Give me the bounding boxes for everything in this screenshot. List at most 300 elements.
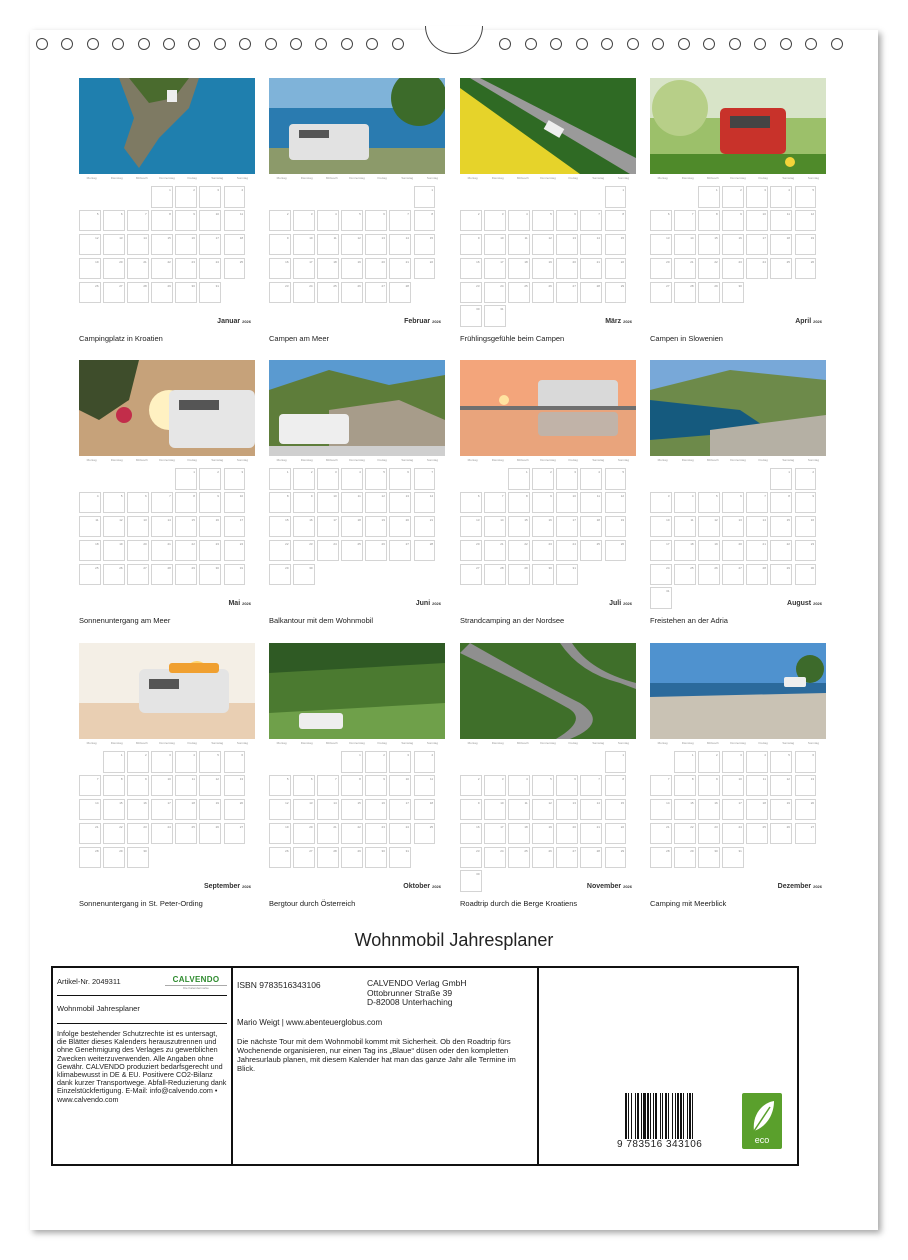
- day-cell[interactable]: 25: [508, 847, 530, 869]
- day-cell[interactable]: 30: [698, 847, 720, 869]
- day-cell[interactable]: 3: [224, 468, 246, 490]
- day-cell[interactable]: 11: [580, 492, 602, 514]
- day-cell[interactable]: 4: [317, 210, 339, 232]
- day-cell[interactable]: 27: [556, 282, 578, 304]
- day-cell[interactable]: 27: [556, 847, 578, 869]
- day-cell[interactable]: 7: [650, 775, 672, 797]
- day-cell[interactable]: 15: [414, 234, 436, 256]
- day-cell[interactable]: 27: [127, 564, 149, 586]
- day-cell[interactable]: 22: [414, 258, 436, 280]
- day-cell[interactable]: 30: [460, 870, 482, 892]
- day-cell[interactable]: 1: [698, 186, 720, 208]
- day-cell[interactable]: 30: [722, 282, 744, 304]
- day-cell[interactable]: 8: [605, 210, 627, 232]
- day-cell[interactable]: 12: [605, 492, 627, 514]
- day-cell[interactable]: 27: [103, 282, 125, 304]
- day-cell[interactable]: 6: [293, 775, 315, 797]
- day-cell[interactable]: 5: [79, 210, 101, 232]
- day-cell[interactable]: 28: [580, 847, 602, 869]
- day-cell[interactable]: 30: [532, 564, 554, 586]
- day-cell[interactable]: 25: [674, 564, 696, 586]
- day-cell[interactable]: 23: [460, 282, 482, 304]
- day-cell[interactable]: 28: [79, 847, 101, 869]
- day-cell[interactable]: 20: [365, 258, 387, 280]
- day-cell[interactable]: 22: [605, 258, 627, 280]
- day-cell[interactable]: 16: [460, 258, 482, 280]
- day-cell[interactable]: 19: [770, 799, 792, 821]
- day-cell[interactable]: 3: [484, 775, 506, 797]
- day-cell[interactable]: 10: [224, 492, 246, 514]
- day-cell[interactable]: 14: [127, 234, 149, 256]
- day-cell[interactable]: 22: [269, 540, 291, 562]
- day-cell[interactable]: 24: [199, 258, 221, 280]
- day-cell[interactable]: 18: [770, 234, 792, 256]
- day-cell[interactable]: 29: [770, 564, 792, 586]
- day-cell[interactable]: 25: [746, 823, 768, 845]
- day-cell[interactable]: 26: [795, 258, 817, 280]
- day-cell[interactable]: 13: [103, 234, 125, 256]
- day-cell[interactable]: 31: [722, 847, 744, 869]
- day-cell[interactable]: 15: [770, 516, 792, 538]
- day-cell[interactable]: 24: [293, 282, 315, 304]
- day-cell[interactable]: 16: [127, 799, 149, 821]
- day-cell[interactable]: 21: [746, 540, 768, 562]
- day-cell[interactable]: 20: [127, 540, 149, 562]
- day-cell[interactable]: 26: [365, 540, 387, 562]
- day-cell[interactable]: 2: [460, 210, 482, 232]
- day-cell[interactable]: 18: [224, 234, 246, 256]
- day-cell[interactable]: 8: [103, 775, 125, 797]
- day-cell[interactable]: 17: [722, 799, 744, 821]
- day-cell[interactable]: 15: [605, 234, 627, 256]
- day-cell[interactable]: 28: [674, 282, 696, 304]
- day-cell[interactable]: 2: [175, 186, 197, 208]
- day-cell[interactable]: 3: [746, 186, 768, 208]
- day-cell[interactable]: 16: [795, 516, 817, 538]
- day-cell[interactable]: 14: [79, 799, 101, 821]
- day-cell[interactable]: 24: [484, 847, 506, 869]
- day-cell[interactable]: 8: [605, 775, 627, 797]
- day-cell[interactable]: 26: [770, 823, 792, 845]
- day-cell[interactable]: 28: [650, 847, 672, 869]
- day-cell[interactable]: 17: [317, 516, 339, 538]
- day-cell[interactable]: 30: [795, 564, 817, 586]
- day-cell[interactable]: 9: [175, 210, 197, 232]
- day-cell[interactable]: 23: [698, 823, 720, 845]
- day-cell[interactable]: 23: [722, 258, 744, 280]
- day-cell[interactable]: 19: [79, 258, 101, 280]
- day-cell[interactable]: 22: [674, 823, 696, 845]
- day-cell[interactable]: 13: [556, 234, 578, 256]
- day-cell[interactable]: 22: [508, 540, 530, 562]
- day-cell[interactable]: 15: [674, 799, 696, 821]
- day-cell[interactable]: 10: [746, 210, 768, 232]
- day-cell[interactable]: 12: [199, 775, 221, 797]
- day-cell[interactable]: 22: [151, 258, 173, 280]
- day-cell[interactable]: 25: [317, 282, 339, 304]
- day-cell[interactable]: 13: [127, 516, 149, 538]
- day-cell[interactable]: 6: [556, 775, 578, 797]
- day-cell[interactable]: 20: [795, 799, 817, 821]
- day-cell[interactable]: 24: [484, 282, 506, 304]
- day-cell[interactable]: 14: [317, 799, 339, 821]
- day-cell[interactable]: 6: [650, 210, 672, 232]
- day-cell[interactable]: 3: [151, 751, 173, 773]
- day-cell[interactable]: 27: [389, 540, 411, 562]
- day-cell[interactable]: 7: [151, 492, 173, 514]
- day-cell[interactable]: 4: [508, 775, 530, 797]
- day-cell[interactable]: 1: [605, 751, 627, 773]
- day-cell[interactable]: 14: [484, 516, 506, 538]
- day-cell[interactable]: 29: [269, 564, 291, 586]
- day-cell[interactable]: 8: [175, 492, 197, 514]
- day-cell[interactable]: 24: [389, 823, 411, 845]
- day-cell[interactable]: 26: [269, 847, 291, 869]
- day-cell[interactable]: 29: [151, 282, 173, 304]
- day-cell[interactable]: 9: [460, 799, 482, 821]
- day-cell[interactable]: 10: [317, 492, 339, 514]
- day-cell[interactable]: 4: [580, 468, 602, 490]
- day-cell[interactable]: 3: [199, 186, 221, 208]
- day-cell[interactable]: 17: [224, 516, 246, 538]
- day-cell[interactable]: 20: [556, 823, 578, 845]
- day-cell[interactable]: 6: [556, 210, 578, 232]
- day-cell[interactable]: 1: [508, 468, 530, 490]
- day-cell[interactable]: 19: [698, 540, 720, 562]
- day-cell[interactable]: 3: [556, 468, 578, 490]
- day-cell[interactable]: 4: [770, 186, 792, 208]
- day-cell[interactable]: 4: [746, 751, 768, 773]
- day-cell[interactable]: 8: [770, 492, 792, 514]
- day-cell[interactable]: 28: [127, 282, 149, 304]
- day-cell[interactable]: 17: [389, 799, 411, 821]
- day-cell[interactable]: 26: [605, 540, 627, 562]
- day-cell[interactable]: 29: [698, 282, 720, 304]
- day-cell[interactable]: 12: [269, 799, 291, 821]
- day-cell[interactable]: 4: [79, 492, 101, 514]
- day-cell[interactable]: 17: [746, 234, 768, 256]
- day-cell[interactable]: 27: [365, 282, 387, 304]
- day-cell[interactable]: 22: [605, 823, 627, 845]
- day-cell[interactable]: 11: [317, 234, 339, 256]
- day-cell[interactable]: 3: [650, 492, 672, 514]
- day-cell[interactable]: 18: [414, 799, 436, 821]
- day-cell[interactable]: 3: [317, 468, 339, 490]
- day-cell[interactable]: 7: [389, 210, 411, 232]
- day-cell[interactable]: 9: [722, 210, 744, 232]
- day-cell[interactable]: 12: [532, 799, 554, 821]
- day-cell[interactable]: 12: [103, 516, 125, 538]
- day-cell[interactable]: 4: [175, 751, 197, 773]
- day-cell[interactable]: 20: [389, 516, 411, 538]
- day-cell[interactable]: 29: [508, 564, 530, 586]
- day-cell[interactable]: 4: [224, 186, 246, 208]
- day-cell[interactable]: 1: [770, 468, 792, 490]
- day-cell[interactable]: 31: [199, 282, 221, 304]
- day-cell[interactable]: 8: [341, 775, 363, 797]
- day-cell[interactable]: 1: [674, 751, 696, 773]
- day-cell[interactable]: 23: [175, 258, 197, 280]
- day-cell[interactable]: 7: [127, 210, 149, 232]
- day-cell[interactable]: 16: [365, 799, 387, 821]
- day-cell[interactable]: 24: [746, 258, 768, 280]
- day-cell[interactable]: 23: [365, 823, 387, 845]
- day-cell[interactable]: 22: [341, 823, 363, 845]
- day-cell[interactable]: 20: [103, 258, 125, 280]
- day-cell[interactable]: 10: [650, 516, 672, 538]
- day-cell[interactable]: 18: [317, 258, 339, 280]
- day-cell[interactable]: 16: [722, 234, 744, 256]
- day-cell[interactable]: 25: [175, 823, 197, 845]
- day-cell[interactable]: 25: [79, 564, 101, 586]
- day-cell[interactable]: 15: [341, 799, 363, 821]
- day-cell[interactable]: 21: [580, 823, 602, 845]
- day-cell[interactable]: 15: [269, 516, 291, 538]
- day-cell[interactable]: 2: [127, 751, 149, 773]
- day-cell[interactable]: 11: [508, 234, 530, 256]
- day-cell[interactable]: 22: [698, 258, 720, 280]
- day-cell[interactable]: 27: [224, 823, 246, 845]
- day-cell[interactable]: 16: [199, 516, 221, 538]
- day-cell[interactable]: 28: [317, 847, 339, 869]
- day-cell[interactable]: 12: [770, 775, 792, 797]
- day-cell[interactable]: 14: [674, 234, 696, 256]
- day-cell[interactable]: 3: [293, 210, 315, 232]
- day-cell[interactable]: 6: [389, 468, 411, 490]
- day-cell[interactable]: 4: [674, 492, 696, 514]
- day-cell[interactable]: 29: [674, 847, 696, 869]
- day-cell[interactable]: 30: [293, 564, 315, 586]
- day-cell[interactable]: 7: [317, 775, 339, 797]
- day-cell[interactable]: 29: [341, 847, 363, 869]
- day-cell[interactable]: 8: [508, 492, 530, 514]
- day-cell[interactable]: 29: [605, 847, 627, 869]
- day-cell[interactable]: 9: [365, 775, 387, 797]
- day-cell[interactable]: 13: [389, 492, 411, 514]
- day-cell[interactable]: 14: [580, 234, 602, 256]
- day-cell[interactable]: 20: [556, 258, 578, 280]
- day-cell[interactable]: 11: [341, 492, 363, 514]
- day-cell[interactable]: 1: [269, 468, 291, 490]
- day-cell[interactable]: 22: [175, 540, 197, 562]
- day-cell[interactable]: 10: [484, 234, 506, 256]
- day-cell[interactable]: 1: [151, 186, 173, 208]
- day-cell[interactable]: 26: [341, 282, 363, 304]
- day-cell[interactable]: 11: [770, 210, 792, 232]
- day-cell[interactable]: 24: [556, 540, 578, 562]
- day-cell[interactable]: 21: [414, 516, 436, 538]
- day-cell[interactable]: 18: [79, 540, 101, 562]
- day-cell[interactable]: 12: [341, 234, 363, 256]
- day-cell[interactable]: 2: [365, 751, 387, 773]
- day-cell[interactable]: 13: [293, 799, 315, 821]
- day-cell[interactable]: 21: [674, 258, 696, 280]
- day-cell[interactable]: 31: [556, 564, 578, 586]
- day-cell[interactable]: 18: [508, 258, 530, 280]
- day-cell[interactable]: 13: [795, 775, 817, 797]
- day-cell[interactable]: 24: [317, 540, 339, 562]
- day-cell[interactable]: 7: [580, 210, 602, 232]
- day-cell[interactable]: 24: [151, 823, 173, 845]
- day-cell[interactable]: 1: [103, 751, 125, 773]
- day-cell[interactable]: 1: [414, 186, 436, 208]
- day-cell[interactable]: 6: [224, 751, 246, 773]
- day-cell[interactable]: 3: [389, 751, 411, 773]
- day-cell[interactable]: 4: [508, 210, 530, 232]
- day-cell[interactable]: 16: [698, 799, 720, 821]
- day-cell[interactable]: 17: [293, 258, 315, 280]
- day-cell[interactable]: 31: [224, 564, 246, 586]
- day-cell[interactable]: 6: [103, 210, 125, 232]
- day-cell[interactable]: 14: [414, 492, 436, 514]
- day-cell[interactable]: 19: [199, 799, 221, 821]
- day-cell[interactable]: 12: [532, 234, 554, 256]
- day-cell[interactable]: 25: [341, 540, 363, 562]
- day-cell[interactable]: 16: [175, 234, 197, 256]
- day-cell[interactable]: 17: [151, 799, 173, 821]
- day-cell[interactable]: 17: [650, 540, 672, 562]
- day-cell[interactable]: 19: [103, 540, 125, 562]
- day-cell[interactable]: 7: [746, 492, 768, 514]
- day-cell[interactable]: 21: [79, 823, 101, 845]
- day-cell[interactable]: 6: [365, 210, 387, 232]
- day-cell[interactable]: 5: [199, 751, 221, 773]
- day-cell[interactable]: 23: [269, 282, 291, 304]
- day-cell[interactable]: 20: [650, 258, 672, 280]
- day-cell[interactable]: 12: [795, 210, 817, 232]
- day-cell[interactable]: 28: [484, 564, 506, 586]
- day-cell[interactable]: 10: [389, 775, 411, 797]
- day-cell[interactable]: 23: [199, 540, 221, 562]
- day-cell[interactable]: 14: [580, 799, 602, 821]
- day-cell[interactable]: 21: [650, 823, 672, 845]
- day-cell[interactable]: 5: [605, 468, 627, 490]
- day-cell[interactable]: 16: [532, 516, 554, 538]
- day-cell[interactable]: 12: [698, 516, 720, 538]
- day-cell[interactable]: 30: [460, 305, 482, 327]
- day-cell[interactable]: 6: [722, 492, 744, 514]
- day-cell[interactable]: 16: [460, 823, 482, 845]
- day-cell[interactable]: 9: [532, 492, 554, 514]
- day-cell[interactable]: 26: [532, 847, 554, 869]
- day-cell[interactable]: 3: [722, 751, 744, 773]
- day-cell[interactable]: 18: [580, 516, 602, 538]
- day-cell[interactable]: 27: [293, 847, 315, 869]
- day-cell[interactable]: 13: [224, 775, 246, 797]
- day-cell[interactable]: 19: [532, 258, 554, 280]
- day-cell[interactable]: 5: [532, 775, 554, 797]
- day-cell[interactable]: 14: [151, 516, 173, 538]
- day-cell[interactable]: 26: [698, 564, 720, 586]
- day-cell[interactable]: 20: [722, 540, 744, 562]
- day-cell[interactable]: 9: [698, 775, 720, 797]
- day-cell[interactable]: 21: [317, 823, 339, 845]
- day-cell[interactable]: 12: [79, 234, 101, 256]
- day-cell[interactable]: 21: [580, 258, 602, 280]
- day-cell[interactable]: 27: [795, 823, 817, 845]
- day-cell[interactable]: 11: [746, 775, 768, 797]
- day-cell[interactable]: 11: [224, 210, 246, 232]
- day-cell[interactable]: 19: [269, 823, 291, 845]
- day-cell[interactable]: 12: [365, 492, 387, 514]
- day-cell[interactable]: 25: [770, 258, 792, 280]
- day-cell[interactable]: 14: [389, 234, 411, 256]
- day-cell[interactable]: 9: [269, 234, 291, 256]
- day-cell[interactable]: 30: [199, 564, 221, 586]
- day-cell[interactable]: 25: [224, 258, 246, 280]
- day-cell[interactable]: 13: [556, 799, 578, 821]
- day-cell[interactable]: 5: [269, 775, 291, 797]
- day-cell[interactable]: 5: [698, 492, 720, 514]
- day-cell[interactable]: 20: [460, 540, 482, 562]
- day-cell[interactable]: 29: [175, 564, 197, 586]
- day-cell[interactable]: 27: [460, 564, 482, 586]
- day-cell[interactable]: 7: [79, 775, 101, 797]
- day-cell[interactable]: 5: [341, 210, 363, 232]
- day-cell[interactable]: 6: [795, 751, 817, 773]
- day-cell[interactable]: 18: [508, 823, 530, 845]
- day-cell[interactable]: 15: [151, 234, 173, 256]
- day-cell[interactable]: 17: [484, 823, 506, 845]
- day-cell[interactable]: 1: [175, 468, 197, 490]
- day-cell[interactable]: 7: [580, 775, 602, 797]
- day-cell[interactable]: 2: [795, 468, 817, 490]
- day-cell[interactable]: 8: [674, 775, 696, 797]
- day-cell[interactable]: 10: [722, 775, 744, 797]
- day-cell[interactable]: 7: [414, 468, 436, 490]
- day-cell[interactable]: 13: [365, 234, 387, 256]
- day-cell[interactable]: 20: [224, 799, 246, 821]
- day-cell[interactable]: 5: [795, 186, 817, 208]
- day-cell[interactable]: 17: [199, 234, 221, 256]
- day-cell[interactable]: 16: [269, 258, 291, 280]
- day-cell[interactable]: 19: [341, 258, 363, 280]
- day-cell[interactable]: 11: [175, 775, 197, 797]
- day-cell[interactable]: 2: [722, 186, 744, 208]
- day-cell[interactable]: 14: [746, 516, 768, 538]
- day-cell[interactable]: 6: [127, 492, 149, 514]
- day-cell[interactable]: 25: [508, 282, 530, 304]
- day-cell[interactable]: 13: [460, 516, 482, 538]
- day-cell[interactable]: 8: [698, 210, 720, 232]
- day-cell[interactable]: 26: [199, 823, 221, 845]
- day-cell[interactable]: 18: [341, 516, 363, 538]
- day-cell[interactable]: 22: [103, 823, 125, 845]
- day-cell[interactable]: 2: [269, 210, 291, 232]
- day-cell[interactable]: 2: [293, 468, 315, 490]
- day-cell[interactable]: 30: [175, 282, 197, 304]
- day-cell[interactable]: 31: [650, 587, 672, 609]
- day-cell[interactable]: 30: [127, 847, 149, 869]
- day-cell[interactable]: 25: [414, 823, 436, 845]
- day-cell[interactable]: 2: [460, 775, 482, 797]
- day-cell[interactable]: 1: [341, 751, 363, 773]
- day-cell[interactable]: 29: [605, 282, 627, 304]
- day-cell[interactable]: 15: [698, 234, 720, 256]
- day-cell[interactable]: 23: [795, 540, 817, 562]
- day-cell[interactable]: 26: [103, 564, 125, 586]
- day-cell[interactable]: 9: [127, 775, 149, 797]
- day-cell[interactable]: 18: [746, 799, 768, 821]
- day-cell[interactable]: 31: [484, 305, 506, 327]
- day-cell[interactable]: 30: [365, 847, 387, 869]
- day-cell[interactable]: 9: [460, 234, 482, 256]
- day-cell[interactable]: 10: [293, 234, 315, 256]
- day-cell[interactable]: 19: [365, 516, 387, 538]
- day-cell[interactable]: 21: [151, 540, 173, 562]
- day-cell[interactable]: 22: [770, 540, 792, 562]
- day-cell[interactable]: 1: [605, 186, 627, 208]
